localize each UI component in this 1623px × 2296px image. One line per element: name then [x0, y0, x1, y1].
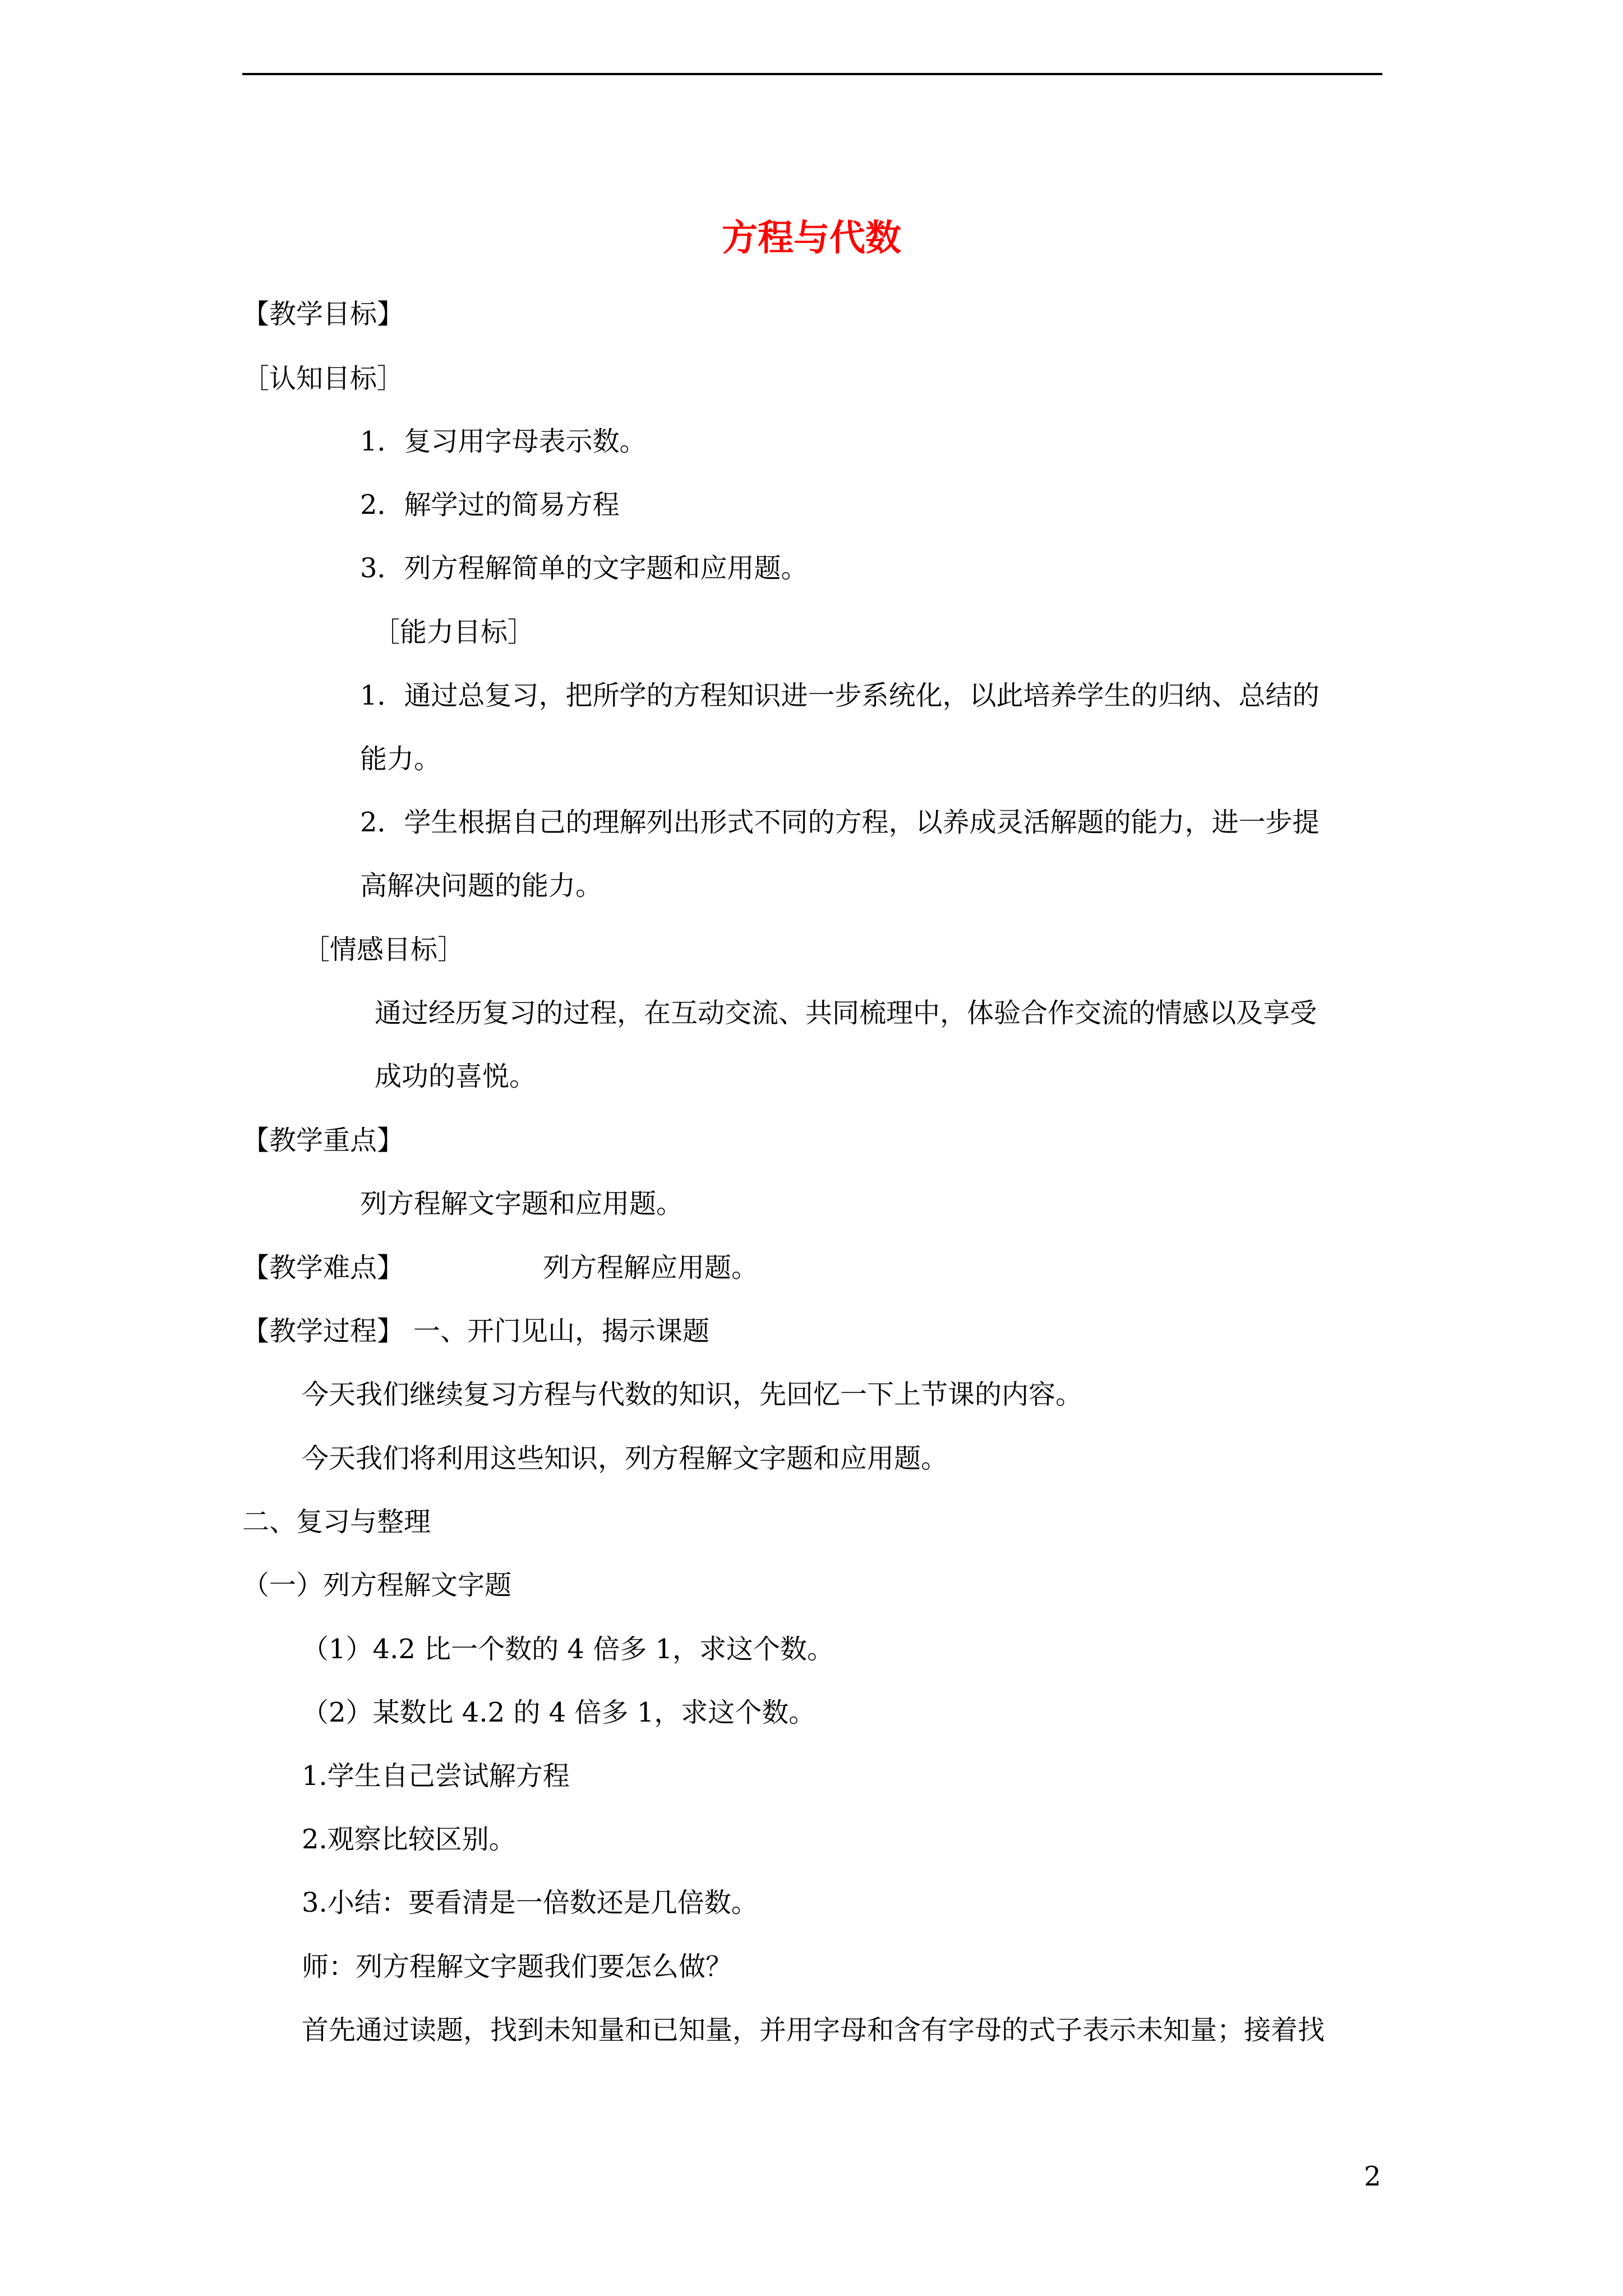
heading-teaching-process: 【教学过程】 [242, 1315, 404, 1347]
intro-line-1: 今天我们继续复习方程与代数的知识，先回忆一下上节课的内容。 [302, 1379, 1083, 1410]
page-number: 2 [1364, 2161, 1381, 2192]
teacher-question: 师：列方程解文字题我们要怎么做？ [302, 1951, 733, 1982]
step-1: 1.学生自己尝试解方程 [302, 1760, 570, 1792]
step-2: 2.观察比较区别。 [302, 1824, 516, 1855]
cognitive-item-1: 1．复习用字母表示数。 [360, 426, 647, 457]
subsection-word-problems: （一）列方程解文字题 [242, 1570, 512, 1601]
ability-item-1-line-2: 能力。 [360, 743, 441, 775]
cognitive-item-2: 2．解学过的简易方程 [360, 489, 620, 521]
section-review-heading: 二、复习与整理 [242, 1506, 431, 1538]
problem-1: （1）4.2 比一个数的 4 倍多 1，求这个数。 [302, 1634, 834, 1665]
ability-item-2-line-1: 2．学生根据自己的理解列出形式不同的方程，以养成灵活解题的能力，进一步提 [360, 807, 1320, 838]
heading-cognitive-goals: ［认知目标］ [242, 363, 404, 394]
heading-teaching-goals: 【教学目标】 [242, 298, 404, 330]
heading-emotion-goals: ［情感目标］ [303, 934, 465, 965]
answer-line: 首先通过读题，找到未知量和已知量，并用字母和含有字母的式子表示未知量；接着找 [302, 2014, 1325, 2046]
problem-2: （2）某数比 4.2 的 4 倍多 1，求这个数。 [302, 1697, 816, 1728]
heading-teaching-difficulty: 【教学难点】 [242, 1252, 404, 1283]
ability-item-2-line-2: 高解决问题的能力。 [360, 870, 603, 901]
emotion-line-2: 成功的喜悦。 [375, 1061, 537, 1092]
difficulty-point-text: 列方程解应用题。 [543, 1252, 759, 1283]
header-rule [242, 73, 1382, 75]
document-title: 方程与代数 [722, 217, 901, 259]
ability-item-1-line-1: 1．通过总复习，把所学的方程知识进一步系统化，以此培养学生的归纳、总结的 [360, 680, 1320, 711]
intro-line-2: 今天我们将利用这些知识，列方程解文字题和应用题。 [302, 1443, 948, 1474]
step-3: 3.小结：要看清是一倍数还是几倍数。 [302, 1887, 758, 1918]
heading-teaching-key: 【教学重点】 [242, 1125, 404, 1156]
process-intro: 一、开门见山，揭示课题 [413, 1315, 710, 1347]
key-point-text: 列方程解文字题和应用题。 [360, 1188, 684, 1220]
emotion-line-1: 通过经历复习的过程，在互动交流、共同梳理中，体验合作交流的情感以及享受 [375, 997, 1317, 1029]
cognitive-item-3: 3．列方程解简单的文字题和应用题。 [360, 553, 808, 584]
heading-ability-goals: ［能力目标］ [373, 616, 535, 648]
